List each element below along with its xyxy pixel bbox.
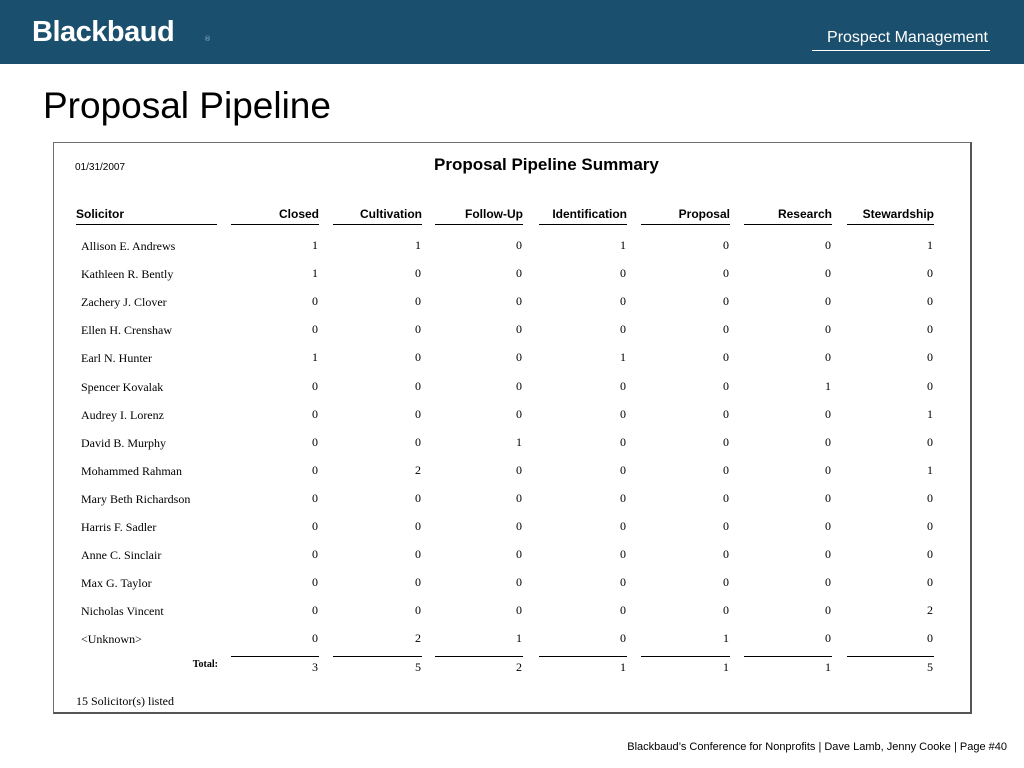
table-cell: 0 [825, 575, 831, 589]
table-cell: 0 [620, 322, 626, 336]
section-title: Prospect Management [827, 29, 988, 46]
solicitor-name: Nicholas Vincent [81, 604, 164, 618]
table-cell: 0 [927, 547, 933, 561]
table-cell: 0 [927, 519, 933, 533]
table-cell: 0 [620, 266, 626, 280]
total-cell: 3 [312, 660, 318, 674]
registered-mark: ® [204, 35, 211, 43]
table-cell: 0 [927, 294, 933, 308]
solicitor-name: Kathleen R. Bently [81, 267, 174, 281]
header-underline [539, 224, 627, 225]
slide-title: Proposal Pipeline [43, 85, 331, 126]
table-cell: 1 [620, 238, 626, 252]
solicitor-name: Anne C. Sinclair [81, 548, 162, 562]
table-cell: 0 [415, 407, 421, 421]
total-underline [539, 656, 627, 657]
table-cell: 0 [312, 379, 318, 393]
table-cell: 0 [312, 491, 318, 505]
table-cell: 0 [927, 379, 933, 393]
table-cell: 0 [620, 294, 626, 308]
table-cell: 2 [927, 603, 933, 617]
solicitor-name: Mary Beth Richardson [81, 492, 191, 506]
table-cell: 0 [825, 547, 831, 561]
header-underline [333, 224, 422, 225]
table-cell: 0 [516, 491, 522, 505]
table-cell: 0 [825, 238, 831, 252]
table-cell: 0 [927, 575, 933, 589]
table-cell: 0 [620, 547, 626, 561]
table-cell: 0 [516, 603, 522, 617]
table-cell: 0 [312, 603, 318, 617]
solicitor-name: Earl N. Hunter [81, 351, 152, 365]
table-cell: 0 [723, 238, 729, 252]
solicitor-name: <Unknown> [81, 632, 142, 646]
table-cell: 1 [927, 463, 933, 477]
table-cell: 0 [516, 463, 522, 477]
table-cell: 0 [620, 435, 626, 449]
table-cell: 0 [723, 350, 729, 364]
total-cell: 5 [927, 660, 933, 674]
table-cell: 1 [415, 238, 421, 252]
table-cell: 0 [516, 238, 522, 252]
report-image [53, 142, 972, 714]
solicitor-name: Allison E. Andrews [81, 239, 176, 253]
table-cell: 0 [825, 435, 831, 449]
table-cell: 0 [312, 519, 318, 533]
table-cell: 0 [516, 322, 522, 336]
table-cell: 0 [620, 463, 626, 477]
table-cell: 0 [723, 379, 729, 393]
table-cell: 0 [927, 435, 933, 449]
table-cell: 0 [825, 350, 831, 364]
column-header-identification: Identification [552, 207, 627, 221]
table-cell: 0 [312, 631, 318, 645]
table-cell: 0 [312, 407, 318, 421]
table-cell: 0 [825, 407, 831, 421]
table-cell: 0 [415, 547, 421, 561]
table-cell: 0 [927, 631, 933, 645]
table-cell: 2 [415, 631, 421, 645]
table-cell: 0 [825, 491, 831, 505]
header-underline [744, 224, 832, 225]
column-header-closed: Closed [278, 207, 319, 221]
table-cell: 0 [516, 575, 522, 589]
table-cell: 0 [927, 266, 933, 280]
table-cell: 1 [723, 631, 729, 645]
solicitor-name: Audrey I. Lorenz [81, 408, 164, 422]
total-cell: 5 [415, 660, 421, 674]
header-banner [0, 0, 1024, 64]
header-underline [435, 224, 523, 225]
table-cell: 0 [415, 322, 421, 336]
total-underline [744, 656, 832, 657]
table-cell: 0 [312, 294, 318, 308]
total-label: Total: [192, 659, 218, 670]
table-cell: 0 [312, 547, 318, 561]
table-cell: 1 [620, 350, 626, 364]
table-cell: 2 [415, 463, 421, 477]
table-cell: 0 [415, 294, 421, 308]
table-cell: 0 [620, 379, 626, 393]
table-cell: 0 [620, 603, 626, 617]
table-cell: 0 [516, 547, 522, 561]
table-cell: 0 [723, 294, 729, 308]
table-cell: 0 [723, 519, 729, 533]
table-cell: 0 [620, 407, 626, 421]
table-cell: 0 [825, 266, 831, 280]
table-cell: 0 [415, 379, 421, 393]
table-cell: 0 [620, 575, 626, 589]
table-cell: 0 [415, 266, 421, 280]
table-cell: 0 [312, 575, 318, 589]
solicitor-name: Harris F. Sadler [81, 520, 157, 534]
header-underline [76, 224, 217, 225]
table-cell: 0 [723, 463, 729, 477]
table-cell: 0 [415, 491, 421, 505]
blackbaud-logo: Blackbaud [32, 16, 175, 48]
table-cell: 0 [415, 575, 421, 589]
table-cell: 0 [723, 603, 729, 617]
table-cell: 0 [312, 435, 318, 449]
total-cell: 1 [825, 660, 831, 674]
report-date: 01/31/2007 [75, 162, 126, 173]
solicitor-name: Spencer Kovalak [81, 380, 164, 394]
total-underline [847, 656, 934, 657]
table-cell: 0 [415, 603, 421, 617]
table-cell: 1 [927, 407, 933, 421]
table-cell: 0 [415, 350, 421, 364]
solicitor-name: David B. Murphy [81, 436, 166, 450]
table-cell: 0 [723, 322, 729, 336]
table-cell: 0 [516, 379, 522, 393]
table-cell: 0 [723, 547, 729, 561]
total-cell: 1 [620, 660, 626, 674]
total-underline [231, 656, 319, 657]
table-cell: 0 [620, 631, 626, 645]
table-cell: 0 [927, 350, 933, 364]
table-cell: 0 [723, 575, 729, 589]
total-cell: 1 [723, 660, 729, 674]
table-cell: 0 [927, 491, 933, 505]
solicitor-name: Zachery J. Clover [81, 295, 167, 309]
column-header-proposal: Proposal [678, 207, 730, 221]
table-cell: 0 [516, 294, 522, 308]
table-cell: 0 [723, 435, 729, 449]
table-cell: 0 [516, 350, 522, 364]
slide-footer: Blackbaud’s Conference for Nonprofits | Dave Lamb, Jenny Cooke | Page #40 [627, 741, 1007, 753]
table-cell: 1 [312, 350, 318, 364]
table-cell: 0 [723, 266, 729, 280]
table-cell: 0 [312, 463, 318, 477]
table-cell: 0 [825, 322, 831, 336]
solicitor-name: Ellen H. Crenshaw [81, 323, 172, 337]
table-cell: 1 [312, 266, 318, 280]
column-header-solicitor: Solicitor [76, 207, 125, 221]
total-underline [435, 656, 523, 657]
column-header-cultivation: Cultivation [360, 207, 422, 221]
table-cell: 0 [825, 603, 831, 617]
column-header-follow-up: Follow-Up [465, 207, 523, 221]
total-underline [641, 656, 730, 657]
table-cell: 0 [723, 407, 729, 421]
table-cell: 0 [620, 491, 626, 505]
table-cell: 1 [312, 238, 318, 252]
table-cell: 0 [415, 435, 421, 449]
table-cell: 0 [927, 322, 933, 336]
table-cell: 0 [825, 294, 831, 308]
table-cell: 0 [825, 519, 831, 533]
header-underline [231, 224, 319, 225]
header-underline [641, 224, 730, 225]
total-cell: 2 [516, 660, 522, 674]
table-cell: 1 [516, 631, 522, 645]
table-cell: 0 [516, 407, 522, 421]
table-cell: 1 [516, 435, 522, 449]
section-title-underline [812, 50, 990, 51]
header-underline [847, 224, 934, 225]
table-cell: 0 [620, 519, 626, 533]
table-cell: 0 [312, 322, 318, 336]
total-underline [333, 656, 422, 657]
table-cell: 0 [825, 631, 831, 645]
column-header-stewardship: Stewardship [862, 207, 934, 221]
table-cell: 1 [825, 379, 831, 393]
solicitor-count: 15 Solicitor(s) listed [76, 694, 174, 708]
solicitor-name: Max G. Taylor [81, 576, 152, 590]
table-cell: 0 [723, 491, 729, 505]
table-cell: 0 [516, 266, 522, 280]
table-cell: 0 [825, 463, 831, 477]
report-title: Proposal Pipeline Summary [434, 155, 659, 174]
table-cell: 0 [415, 519, 421, 533]
column-header-research: Research [777, 207, 832, 221]
solicitor-name: Mohammed Rahman [81, 464, 182, 478]
table-cell: 1 [927, 238, 933, 252]
table-cell: 0 [516, 519, 522, 533]
